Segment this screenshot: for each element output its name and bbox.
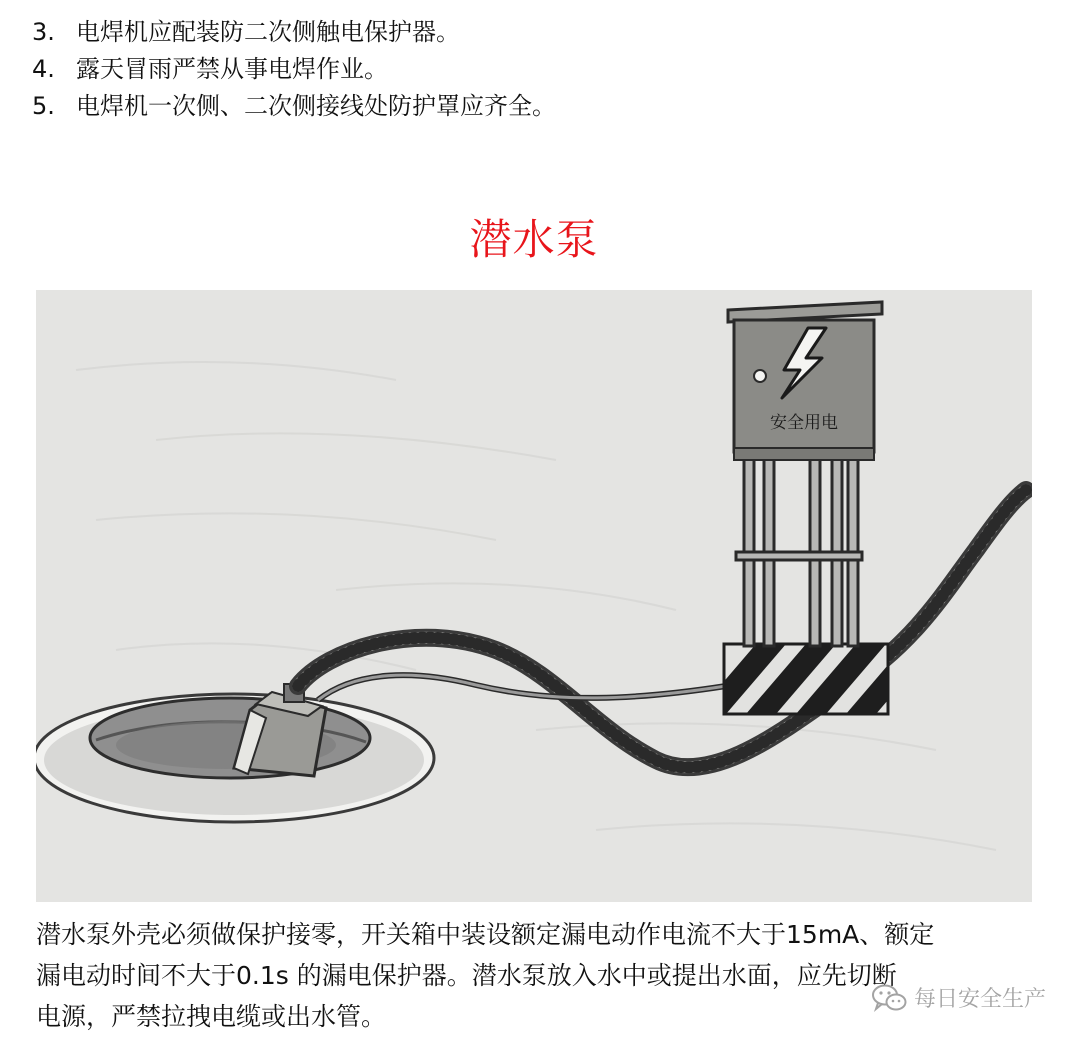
watermark <box>870 982 1046 1013</box>
paragraph-line: 电源，严禁拉拽电缆或出水管。 <box>36 1002 387 1031</box>
list-item-text: 电焊机应配装防二次侧触电保护器。 <box>76 18 460 46</box>
list-item-text: 露天冒雨严禁从事电焊作业。 <box>76 55 388 83</box>
safety-paragraph <box>36 914 1036 1037</box>
paragraph-line: 潜水泵外壳必须做保护接零，开关箱中装设额定漏电动作电流不大于15mA、额定 <box>36 920 935 949</box>
list-item-number: 5. <box>32 92 55 120</box>
section-title: 潜水泵 <box>469 215 599 264</box>
list-item-text: 电焊机一次侧、二次侧接线处防护罩应齐全。 <box>76 92 556 120</box>
electrical-switch-box <box>728 302 882 460</box>
list-item <box>32 51 556 88</box>
box-label: 安全用电 <box>770 413 838 433</box>
list-item <box>32 88 556 125</box>
list-item-number: 4. <box>32 55 55 83</box>
box-stand <box>736 458 862 646</box>
submersible-pump-illustration <box>36 290 1032 902</box>
paragraph-line: 漏电动时间不大于0.1s 的漏电保护器。潜水泵放入水中或提出水面，应先切断 <box>36 961 897 990</box>
power-cable <box>318 675 726 700</box>
water-pit <box>36 694 434 822</box>
wechat-icon <box>870 983 908 1013</box>
watermark-text: 每日安全生产 <box>913 987 1046 1012</box>
list-item-number: 3. <box>32 18 55 46</box>
list-item <box>32 14 556 51</box>
rules-list <box>32 14 556 125</box>
